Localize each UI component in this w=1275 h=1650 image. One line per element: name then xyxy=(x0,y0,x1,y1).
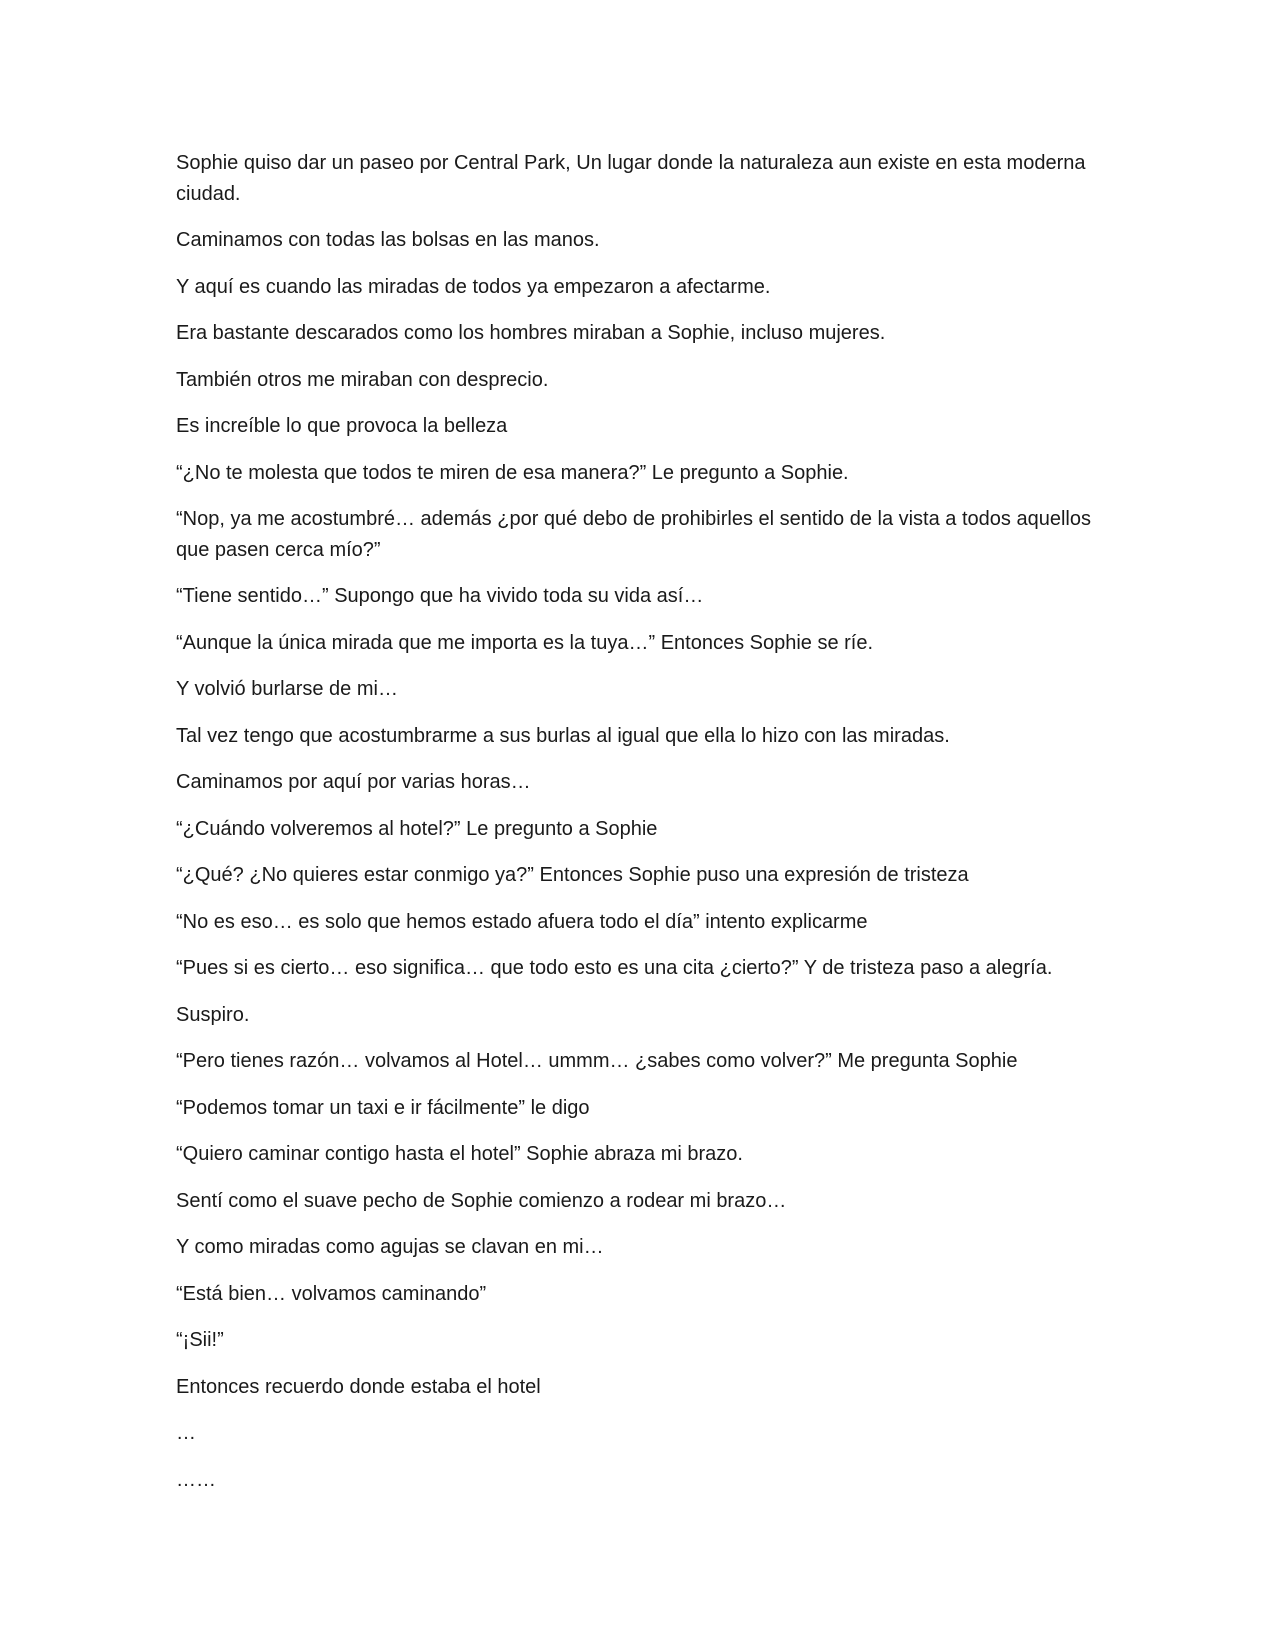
paragraph: “Quiero caminar contigo hasta el hotel” Sophie abraza mi brazo. xyxy=(176,1143,743,1165)
paragraph: Tal vez tengo que acostumbrarme a sus burlas al igual que ella lo hizo con las miradas. xyxy=(176,724,950,747)
document-body xyxy=(176,148,1106,1511)
paragraph: Es increíble lo que provoca la belleza xyxy=(176,415,508,437)
paragraph: “¿Cuándo volveremos al hotel?” Le pregunto a Sophie xyxy=(176,817,658,840)
paragraph: “Tiene sentido…” Supongo que ha vivido toda su vida así… xyxy=(176,585,704,607)
paragraph: “¿No te molesta que todos te miren de esa manera?” Le pregunto a Sophie. xyxy=(176,461,849,484)
paragraph: Sophie quiso dar un paseo por Central Park, Un lugar donde la naturaleza aun existe en esta moderna ciudad. xyxy=(176,152,1086,205)
paragraph: Y volvió burlarse de mi… xyxy=(176,678,398,700)
paragraph: … xyxy=(176,1422,196,1444)
paragraph: “Pues si es cierto… eso significa… que todo esto es una cita ¿cierto?” Y de tristeza paso a alegría. xyxy=(176,957,1053,979)
paragraph: Sentí como el suave pecho de Sophie comienzo a rodear mi brazo… xyxy=(176,1189,787,1212)
paragraph: Entonces recuerdo donde estaba el hotel xyxy=(176,1375,541,1398)
paragraph: …… xyxy=(176,1468,216,1491)
paragraph: “Está bien… volvamos caminando” xyxy=(176,1282,487,1305)
paragraph: Y como miradas como agujas se clavan en mi… xyxy=(176,1236,604,1258)
paragraph: “¿Qué? ¿No quieres estar conmigo ya?” Entonces Sophie puso una expresión de tristeza xyxy=(176,864,969,886)
paragraph: Era bastante descarados como los hombres miraban a Sophie, incluso mujeres. xyxy=(176,322,886,344)
paragraph: “No es eso… es solo que hemos estado afuera todo el día” intento explicarme xyxy=(176,910,868,933)
paragraph: Caminamos por aquí por varias horas… xyxy=(176,771,531,793)
paragraph: “Podemos tomar un taxi e ir fácilmente” le digo xyxy=(176,1096,590,1119)
paragraph: “Nop, ya me acostumbré… además ¿por qué debo de prohibirles el sentido de la vista a todos aquellos que pasen cerca mío?” xyxy=(176,508,1091,561)
paragraph: También otros me miraban con desprecio. xyxy=(176,368,549,391)
paragraph: Y aquí es cuando las miradas de todos ya empezaron a afectarme. xyxy=(176,275,771,298)
paragraph: Caminamos con todas las bolsas en las manos. xyxy=(176,229,600,251)
paragraph: “¡Sii!” xyxy=(176,1329,224,1351)
paragraph: “Pero tienes razón… volvamos al Hotel… ummm… ¿sabes como volver?” Me pregunta Sophie xyxy=(176,1050,1018,1072)
paragraph: “Aunque la única mirada que me importa es la tuya…” Entonces Sophie se ríe. xyxy=(176,631,874,654)
paragraph: Suspiro. xyxy=(176,1003,250,1026)
